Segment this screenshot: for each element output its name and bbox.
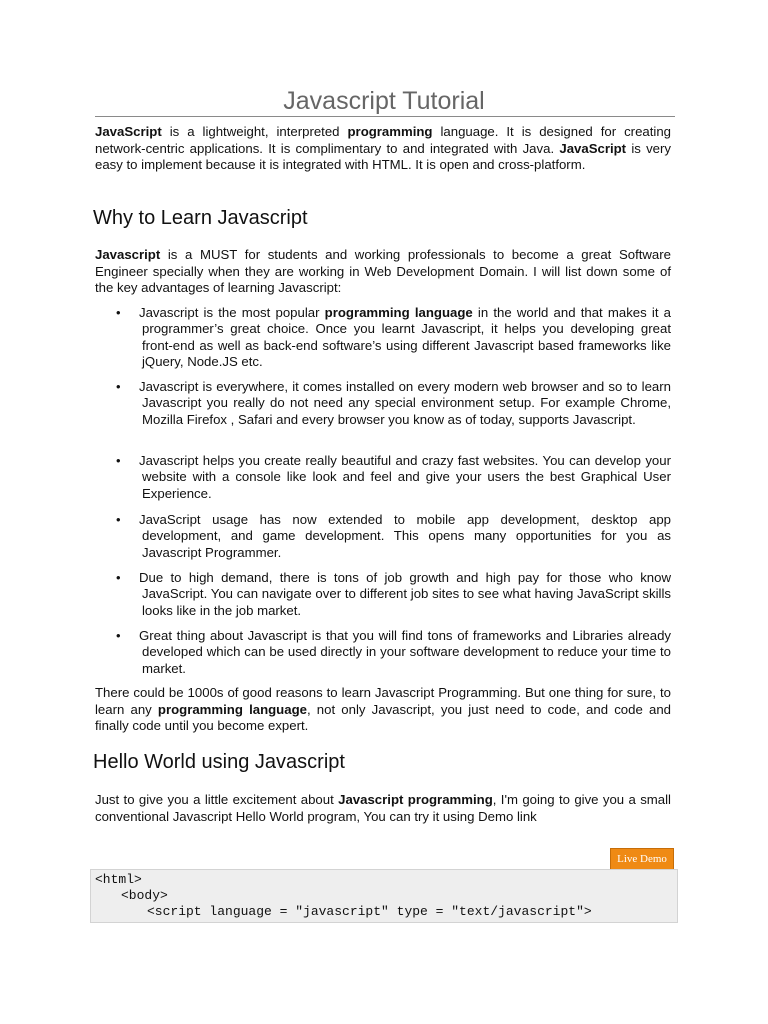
why-intro-paragraph: Javascript is a MUST for students and working professionals to become a great Software Engineer specially when they are working in Web Development Domain. I will list down some of the key advantages of learning Javascript: bbox=[95, 247, 671, 295]
title-divider bbox=[95, 116, 675, 117]
list-item: • JavaScript usage has now extended to mobile app development, desktop app development, and game development. This opens many opportunities for you as Javascript Programmer. bbox=[116, 512, 671, 560]
bullet-icon: • bbox=[116, 453, 121, 468]
keyword: programming language bbox=[157, 701, 307, 717]
list-item: • Javascript helps you create really beautiful and crazy fast websites. You can develop your website with a console like look and feel and give your users the best Graphical User Experience. bbox=[116, 453, 671, 501]
keyword: programming language bbox=[324, 305, 473, 320]
live-demo-button[interactable]: Live Demo bbox=[610, 848, 674, 870]
intro-paragraph: JavaScript is a lightweight, interpreted programming language. It is designed for creating network-centric applications. It is complimentary to and integrated with Java. JavaScript is very easy to implement because it is integrated with HTML. It is open and cross-platform. bbox=[95, 124, 671, 172]
section-heading-hello-world: Hello World using Javascript bbox=[93, 751, 345, 773]
keyword: Javascript programming bbox=[338, 792, 493, 807]
code-block bbox=[90, 869, 678, 923]
section-heading-why: Why to Learn Javascript bbox=[93, 207, 308, 229]
bullet-icon: • bbox=[116, 379, 121, 394]
bullet-icon: • bbox=[116, 570, 121, 585]
bullet-icon: • bbox=[116, 512, 121, 527]
page-title: Javascript Tutorial bbox=[283, 87, 485, 115]
list-item: • Javascript is everywhere, it comes installed on every modern web browser and so to learn Javascript you really do not need any special environment setup. For example Chrome, Mozilla Firefox , Safari and every browser you know as of today, supports Javascript. bbox=[116, 379, 671, 427]
code-line: <script language = "javascript" type = "text/javascript"> bbox=[147, 904, 592, 919]
list-item: • Due to high demand, there is tons of job growth and high pay for those who know JavaScript. You can navigate over to different job sites to see what having JavaScript skills looks like in the job market. bbox=[116, 570, 671, 618]
code-line: <body> bbox=[121, 888, 168, 903]
list-item: • Great thing about Javascript is that you will find tons of frameworks and Libraries already developed which can be used directly in your software development to reduce your time to market. bbox=[116, 628, 671, 676]
list-item: • Javascript is the most popular programming language in the world and that makes it a programmer’s great choice. Once you learnt Javascript, it helps you developing great front-end as well as back-end software’s using different Javascript based frameworks like jQuery, Node.JS etc. bbox=[116, 305, 672, 369]
bullet-icon: • bbox=[116, 628, 121, 643]
closing-paragraph: There could be 1000s of good reasons to learn Javascript Programming. But one thing for sure, to learn any programming language, not only Javascript, you just need to code, and code and finally code until you become expert. bbox=[95, 685, 671, 733]
hello-world-paragraph: Just to give you a little excitement about Javascript programming, I'm going to give you a small conventional Javascript Hello World program, You can try it using Demo link bbox=[95, 792, 671, 824]
code-line: <html> bbox=[95, 872, 142, 887]
bullet-icon: • bbox=[116, 305, 121, 320]
intro-keyword: JavaScript bbox=[95, 124, 162, 139]
intro-keyword: programming bbox=[347, 124, 433, 139]
intro-keyword: JavaScript bbox=[559, 140, 627, 156]
